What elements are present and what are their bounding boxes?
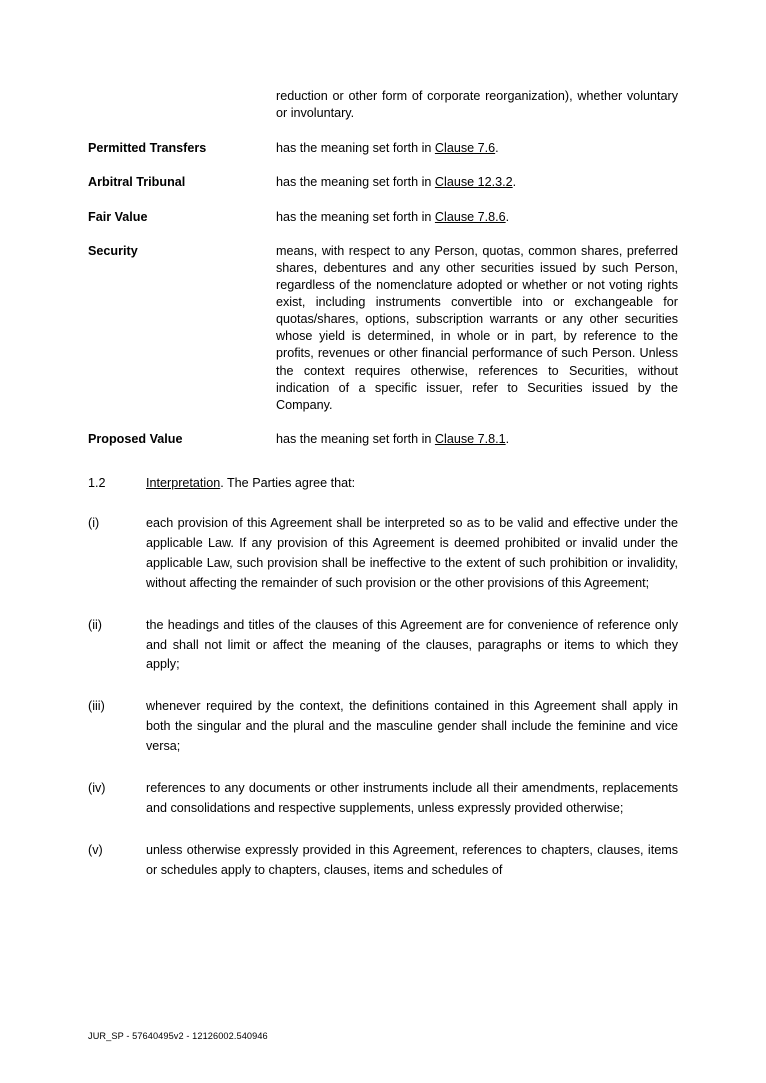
definitions-table	[88, 88, 678, 465]
list-item-text: unless otherwise expressly provided in this Agreement, references to chapters, clauses, items or schedules apply to chapters, clauses, items and schedules of	[146, 842, 678, 877]
definition-text: has the meaning set forth in Clause 7.8.1.	[276, 431, 510, 446]
list-item	[88, 841, 678, 881]
clause-reference-link[interactable]: Clause 12.3.2	[434, 175, 513, 190]
list-item-marker: (iii)	[88, 699, 105, 714]
list-item	[88, 779, 678, 819]
list-item-marker: (ii)	[88, 617, 102, 632]
list-item	[88, 514, 678, 594]
definition-text: has the meaning set forth in Clause 7.8.6.	[276, 209, 510, 224]
definition-text: reduction or other form of corporate reorganization), whether voluntary or involuntary.	[276, 89, 678, 121]
definition-term: Arbitral Tribunal	[88, 175, 186, 190]
table-row	[88, 140, 678, 174]
definition-term: Proposed Value	[88, 431, 183, 446]
page-footer: JUR_SP - 57640495v2 - 12126002.540946	[88, 1031, 268, 1041]
section-lead-in	[146, 475, 678, 492]
list-item-marker: (i)	[88, 516, 100, 531]
clause-reference-link[interactable]: Clause 7.8.6	[434, 209, 506, 224]
definition-text: has the meaning set forth in Clause 12.3.2.	[276, 175, 517, 190]
list-item-marker: (iv)	[88, 781, 106, 796]
list-item-text: whenever required by the context, the definitions contained in this Agreement shall apply in both the singular and the plural and the masculine gender shall include the feminine and vice versa;	[146, 699, 678, 754]
list-item-text: references to any documents or other instruments include all their amendments, replacements and consolidations and respective supplements, unless expressly provided otherwise;	[146, 781, 678, 815]
list-item-text: each provision of this Agreement shall be interpreted so as to be valid and effective under the applicable Law. If any provision of this Agreement is deemed prohibited or invalid under the applicable Law, such provision shall be ineffective to the extent of such prohibition or invalidity, without affecting the remainder of such provision or the other provisions of this Agreement;	[146, 516, 678, 590]
list-item-text: the headings and titles of the clauses of this Agreement are for convenience of reference only and shall not limit or affect the meaning of the clauses, paragraphs or items to which they apply;	[146, 617, 678, 672]
definition-term: Permitted Transfers	[88, 141, 207, 156]
section-number: 1.2	[88, 476, 106, 490]
definition-term: Security	[88, 243, 138, 258]
list-item	[88, 697, 678, 757]
section-heading: Interpretation	[146, 476, 221, 490]
definition-term: Fair Value	[88, 209, 148, 224]
table-row	[88, 431, 678, 465]
table-row	[88, 88, 678, 140]
list-item-marker: (v)	[88, 842, 103, 857]
section-interpretation	[88, 475, 678, 492]
definition-term	[88, 88, 276, 140]
clause-reference-link[interactable]: Clause 7.8.1	[434, 431, 506, 446]
definition-text: means, with respect to any Person, quotas, common shares, preferred shares, debentures and any other securities issued by such Person, regardless of the nomenclature adopted or whether or not voting rights exist, including instruments convertible into or exchangeable for quotas/shares, options, subscription warrants or any other securities whose yield is determined, in whole or in part, by reference to the profits, revenues or other financial performance of such Person. Unless the context requires otherwise, references to Securities, without indication of a specific issuer, refer to Securities issued by the Company.	[276, 243, 678, 412]
definition-text: has the meaning set forth in Clause 7.6.	[276, 141, 499, 156]
table-row	[88, 174, 678, 208]
list-item	[88, 616, 678, 676]
table-row	[88, 243, 678, 431]
section-lead-in-text: . The Parties agree that:	[220, 476, 356, 490]
table-row	[88, 209, 678, 243]
clause-reference-link[interactable]: Clause 7.6	[434, 141, 496, 156]
